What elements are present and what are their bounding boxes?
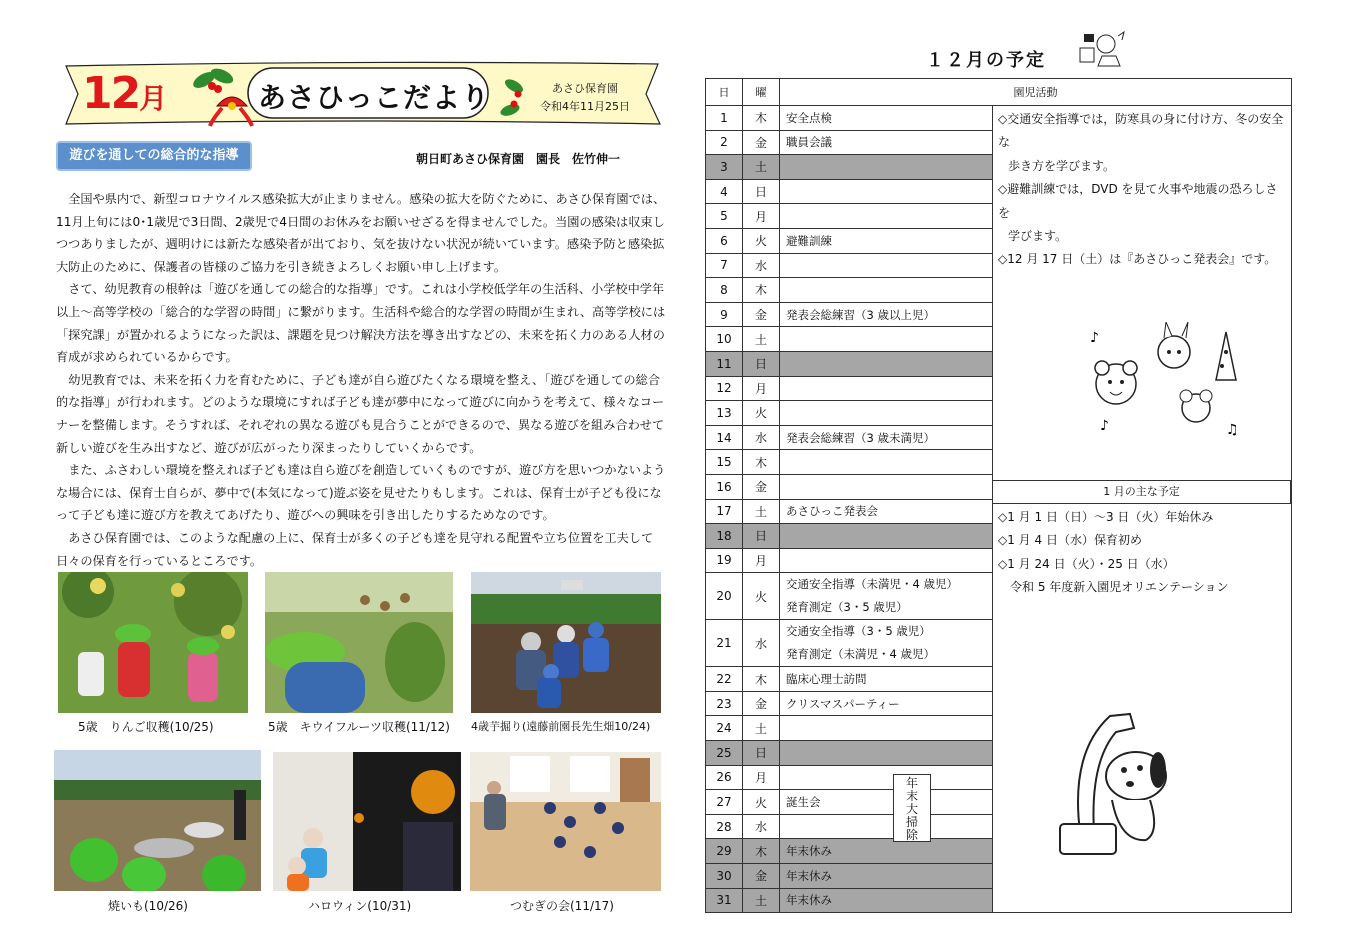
next-month-item: ◇1 月 24 日（火）・25 日（水）	[998, 556, 1175, 571]
day-number: 5	[706, 204, 743, 229]
weekday: 水	[743, 620, 780, 667]
day-number: 17	[706, 499, 743, 524]
weekday: 金	[743, 130, 780, 155]
activity-cell	[780, 790, 993, 815]
activity-cell	[780, 228, 993, 253]
photo-tsumugi	[470, 752, 661, 891]
year-end-cleaning-label: 年末大掃除	[893, 774, 931, 842]
day-number: 7	[706, 253, 743, 278]
day-number: 26	[706, 765, 743, 790]
activity-cell	[780, 179, 993, 204]
day-number: 18	[706, 524, 743, 549]
schedule-title: １２月の予定	[926, 50, 1046, 71]
note-line: ◇12 月 17 日（土）は『あさひっこ発表会』です。	[998, 252, 1277, 267]
photo-halloween	[273, 752, 461, 891]
weekday: 日	[743, 351, 780, 376]
activity-text: 避難訓練	[786, 233, 832, 248]
next-month-header: 1 月の主な予定	[992, 480, 1291, 504]
day-number: 30	[706, 864, 743, 889]
activity-cell	[780, 425, 993, 450]
photo-caption: 焼いも(10/26)	[108, 899, 188, 913]
day-number: 23	[706, 691, 743, 716]
activity-cell	[780, 573, 993, 620]
weekday: 火	[743, 228, 780, 253]
weekday: 日	[743, 179, 780, 204]
activity-cell	[780, 155, 993, 180]
activity-cell	[780, 450, 993, 475]
weekday: 水	[743, 425, 780, 450]
day-number: 25	[706, 741, 743, 766]
col-header-day: 日	[706, 79, 743, 106]
note-line: 学びます。	[1008, 229, 1068, 244]
day-number: 9	[706, 302, 743, 327]
month-number: 12月	[82, 68, 166, 119]
svg-text:♫: ♫	[1226, 422, 1239, 438]
weekday: 火	[743, 401, 780, 426]
photo-caption: 5歳 キウイフルーツ収穫(11/12)	[268, 720, 450, 734]
weekday: 水	[743, 253, 780, 278]
activity-cell	[780, 864, 993, 889]
activity-text: クリスマスパーティー	[786, 696, 900, 711]
next-month-item: ◇1 月 1 日（日）～3 日（火）年始休み	[998, 510, 1214, 524]
weekday: 木	[743, 278, 780, 303]
activity-cell	[780, 667, 993, 692]
note-line: 歩き方を学びます。	[1008, 158, 1116, 173]
day-number: 4	[706, 179, 743, 204]
weekday: 水	[743, 814, 780, 839]
activity-text: 職員会議	[786, 135, 832, 150]
weekday: 土	[743, 499, 780, 524]
day-number: 3	[706, 155, 743, 180]
activity-cell	[780, 474, 993, 499]
day-number: 16	[706, 474, 743, 499]
day-number: 28	[706, 814, 743, 839]
day-number: 14	[706, 425, 743, 450]
weekday: 月	[743, 204, 780, 229]
activity-cell	[780, 839, 993, 864]
day-number: 19	[706, 548, 743, 573]
christmas-animals-icon	[1086, 322, 1246, 442]
activity-cell	[780, 765, 993, 790]
weekday: 月	[743, 548, 780, 573]
activity-cell	[780, 888, 993, 913]
activity-cell	[780, 691, 993, 716]
activity-cell	[780, 814, 993, 839]
weekday: 木	[743, 667, 780, 692]
weekday: 土	[743, 327, 780, 352]
essay-paragraph: さて、幼児教育の根幹は「遊びを通しての総合的な指導」です。これは小学校低学年の生活科、小学校中学年以上～高等学校の「総合的な学習の時間」に繋がります。生活科や総合的な学習の時間が生まれ、高等学校には「探究課」が置かれるようになった訳は、課題を見つけ解決方法を導き出すなどの、未来を拓く力のある人材の育成が求められているからです。	[56, 282, 666, 365]
activity-cell	[780, 204, 993, 229]
weekday: 土	[743, 888, 780, 913]
day-number: 6	[706, 228, 743, 253]
day-number: 21	[706, 620, 743, 667]
activity-text: 年末休み	[786, 844, 832, 859]
day-number: 1	[706, 106, 743, 131]
day-number: 12	[706, 376, 743, 401]
activity-cell	[780, 548, 993, 573]
next-month-list	[998, 506, 1229, 600]
essay-paragraph: 全国や県内で、新型コロナウイルス感染拡大が止まりません。感染の拡大を防ぐために、あさひ保育園では、11月上旬には0･1歳児で3日間、2歳児で4日間のお休みをお願いせざるを得ませんでした。当園の感染は収束しつつありましたが、週明けには新たな感染者が出ており、気を抜けない状況が続いています。感染予防と感染拡大防止のために、保護者の皆様のご協力を引き続きよろしくお願い申し上げます。	[56, 192, 666, 274]
school-name: あさひ保育園	[552, 82, 618, 95]
activity-cell	[780, 327, 993, 352]
activity-cell	[780, 130, 993, 155]
day-number: 8	[706, 278, 743, 303]
weekday: 月	[743, 765, 780, 790]
weekday: 火	[743, 790, 780, 815]
activity-cell	[780, 376, 993, 401]
weekday: 金	[743, 691, 780, 716]
activity-text: 発育測定（3・5 歳児）	[786, 600, 908, 615]
december-notes	[998, 108, 1288, 272]
day-number: 22	[706, 667, 743, 692]
weekday: 金	[743, 302, 780, 327]
next-month-item: ◇1 月 4 日（水）保育初め	[998, 533, 1142, 548]
day-number: 27	[706, 790, 743, 815]
day-number: 15	[706, 450, 743, 475]
essay-paragraph: 幼児教育では、未来を拓く力を育むために、子ども達が自ら遊びたくなる環境を整え、「遊びを通しての総合的な指導」が行われます。どのような環境にすれば子ども達が夢中になって遊びに向かうを考えて、様々なコーナーを整備します。そうすれば、それぞれの異なる遊びも見合うことができるので、異なる遊びを組み合わせて新しい遊びを生み出すなど、遊びが広がったり深まったりしていくからです。	[56, 372, 665, 455]
activity-cell	[780, 351, 993, 376]
activity-text: 臨床心理士訪問	[786, 672, 867, 687]
activity-cell	[780, 253, 993, 278]
weekday: 木	[743, 106, 780, 131]
weekday: 土	[743, 155, 780, 180]
note-line: ◇避難訓練では，DVD を見て火事や地震の恐ろしさを	[998, 182, 1278, 220]
day-number: 31	[706, 888, 743, 913]
day-number: 24	[706, 716, 743, 741]
photo-caption: 4歳芋掘り(遠藤前園長先生畑10/24)	[471, 720, 651, 733]
photo-caption: つむぎの会(11/17)	[510, 899, 614, 913]
activity-text: あさひっこ発表会	[786, 504, 878, 519]
weekday: 木	[743, 839, 780, 864]
photo-caption: ハロウィン(10/31)	[308, 899, 412, 913]
svg-text:♪: ♪	[1100, 418, 1109, 434]
photo-roast-potato	[54, 750, 261, 891]
note-line: ◇交通安全指導では，防寒具の身に付け方、冬の安全な	[998, 112, 1284, 150]
author-line: 朝日町あさひ保育園 園長 佐竹伸一	[416, 152, 621, 166]
activity-text: 誕生会	[786, 795, 821, 810]
activity-cell	[780, 620, 993, 667]
activity-cell	[780, 741, 993, 766]
day-number: 2	[706, 130, 743, 155]
photo-kiwi-harvest	[265, 572, 453, 713]
col-header-activity: 園児活動	[780, 79, 1292, 106]
day-number: 10	[706, 327, 743, 352]
weekday: 日	[743, 741, 780, 766]
issue-date: 令和4年11月25日	[540, 100, 630, 113]
activity-text: 年末休み	[786, 868, 832, 883]
photo-caption: 5歳 りんご収穫(10/25)	[78, 720, 214, 734]
activity-text: 発表会総練習（3 歳未満児）	[786, 430, 935, 445]
svg-text:♪: ♪	[1090, 330, 1099, 346]
activity-cell	[780, 499, 993, 524]
next-month-item: 令和 5 年度新入園児オリエンテーション	[1010, 580, 1229, 595]
activity-text: 安全点検	[786, 110, 832, 125]
weekday: 木	[743, 450, 780, 475]
essay-paragraph: あさひ保育園では、このような配慮の上に、保育士が多くの子ども達を見守れる配置や立ち位置を工夫して日々の保育を行っているところです。	[56, 530, 654, 568]
theme-badge: 遊びを通しての総合的な指導	[56, 141, 252, 171]
activity-text: 交通安全指導（未満児・4 歳児）	[786, 577, 958, 592]
activity-text: 発育測定（未満児・4 歳児）	[786, 647, 935, 662]
photo-apple-harvest	[58, 572, 248, 713]
weekday: 土	[743, 716, 780, 741]
activity-cell	[780, 302, 993, 327]
essay-paragraph: また、ふさわしい環境を整えれば子ども達は自ら遊びを創造していくものですが、遊び方を思いつかないような場合には、保育士自らが、夢中で(本気になって)遊ぶ姿を見せたりもします。これは、保育士が子ども役になって子ども達に遊び方を教えてあげたり、遊びへの興味を引き出したりするためなのです。	[56, 463, 666, 523]
day-number: 20	[706, 573, 743, 620]
kids-toys-icon	[1074, 30, 1130, 72]
weekday: 月	[743, 376, 780, 401]
weekday: 日	[743, 524, 780, 549]
newsletter-title: あさひっこだより	[258, 81, 491, 114]
activity-text: 交通安全指導（3・5 歳児）	[786, 624, 931, 639]
essay-body	[56, 188, 668, 572]
weekday: 金	[743, 864, 780, 889]
activity-cell	[780, 278, 993, 303]
activity-text: 発表会総練習（3 歳以上児）	[786, 307, 935, 322]
activity-cell	[780, 401, 993, 426]
weekday: 火	[743, 573, 780, 620]
activity-text: 年末休み	[786, 893, 832, 908]
activity-cell	[780, 524, 993, 549]
col-header-weekday: 曜	[743, 79, 780, 106]
day-number: 29	[706, 839, 743, 864]
activity-cell	[780, 716, 993, 741]
weekday: 金	[743, 474, 780, 499]
day-number: 13	[706, 401, 743, 426]
dog-cleaning-icon	[1050, 712, 1180, 862]
day-number: 11	[706, 351, 743, 376]
activity-cell	[780, 106, 993, 131]
photo-potato-dig	[471, 572, 661, 713]
